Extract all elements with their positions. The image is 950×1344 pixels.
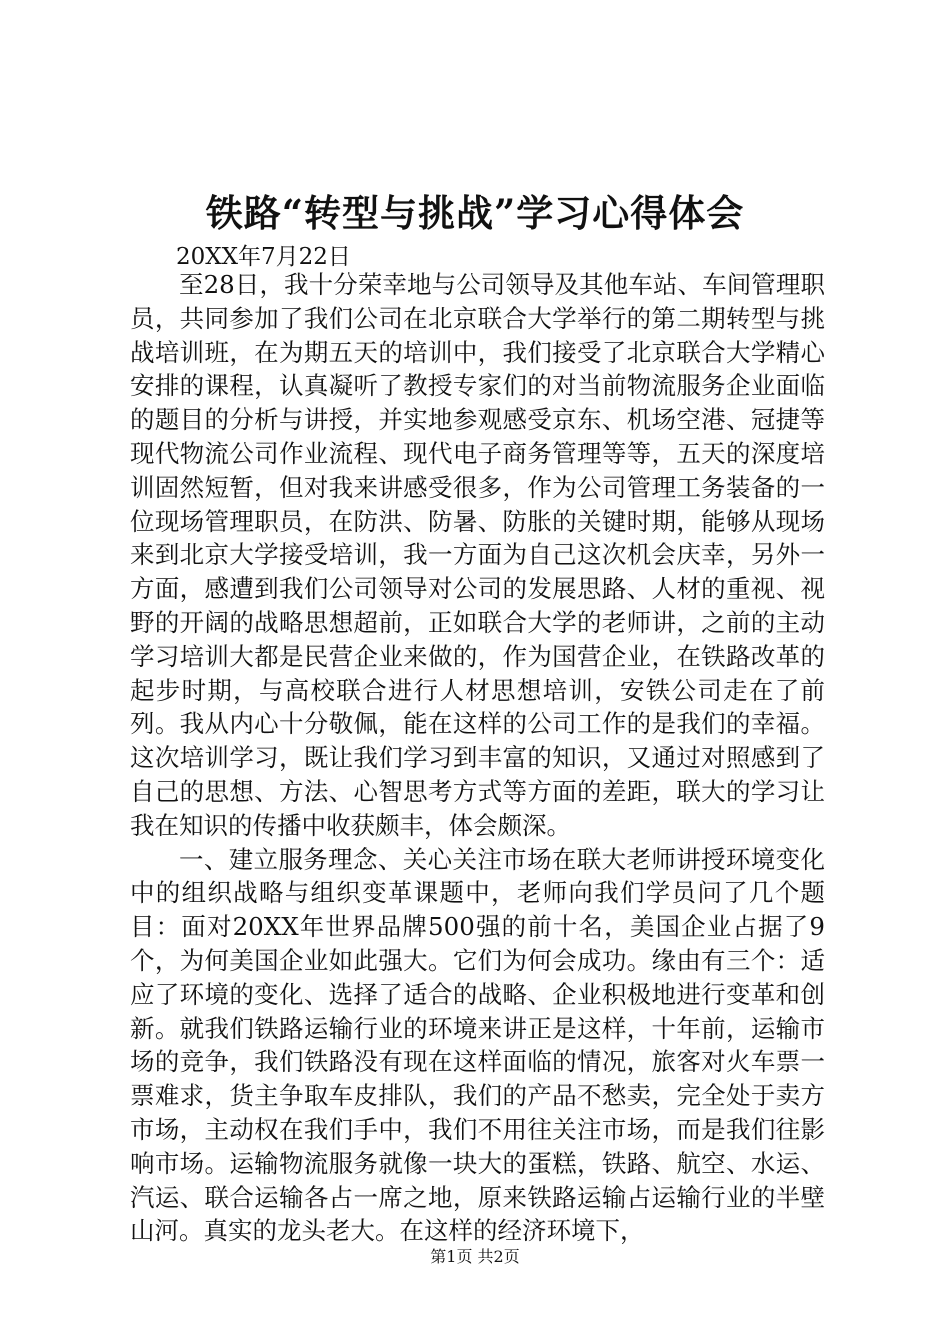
document-body [130,268,825,1248]
document-title: 铁路“转型与挑战”学习心得体会 [205,191,745,235]
paragraph-section-one: 一、建立服务理念、关心关注市场在联大老师讲授环境变化中的组织战略与组织变革课题中，老师向我们学员问了几个题目：面对20XX年世界品牌500强的前十名，美国企业占据了9个，为何美国企业如此强大。它们为何会成功。缘由有三个：适应了环境的变化、选择了适合的战略、企业积极地进行变革和创新。就我们铁路运输行业的环境来讲正是这样，十年前，运输市场的竞争，我们铁路没有现在这样面临的情况，旅客对火车票一票难求，货主争取车皮排队，我们的产品不愁卖，完全处于卖方市场，主动权在我们手中，我们不用往关注市场，而是我们往影响市场。运输物流服务就像一块大的蛋糕，铁路、航空、水运、汽运、联合运输各占一席之地，原来铁路运输占运输行业的半壁山河。真实的龙头老大。在这样的经济环境下， [130,844,825,1246]
document-date: 20XX年7月22日 [176,244,351,270]
paragraph-intro: 至28日，我十分荣幸地与公司领导及其他车站、车间管理职员，共同参加了我们公司在北京联合大学举行的第二期转型与挑战培训班，在为期五天的培训中，我们接受了北京联合大学精心安排的课程，认真凝听了教授专家们的对当前物流服务企业面临的题目的分析与讲授，并实地参观感受京东、机场空港、冠捷等现代物流公司作业流程、现代电子商务管理等等，五天的深度培训固然短暂，但对我来讲感受很多，作为公司管理工务装备的一位现场管理职员，在防洪、防暑、防胀的关键时期，能够从现场来到北京大学接受培训，我一方面为自己这次机会庆幸，另外一方面，感遭到我们公司领导对公司的发展思路、人材的重视、视野的开阔的战略思想超前，正如联合大学的老师讲，之前的主动学习培训大都是民营企业来做的，作为国营企业，在铁路改革的起步时期，与高校联合进行人材思想培训，安铁公司走在了前列。我从内心十分敬佩，能在这样的公司工作的是我们的幸福。这次培训学习，既让我们学习到丰富的知识，又通过对照感到了自己的思想、方法、心智思考方式等方面的差距，联大的学习让我在知识的传播中收获颇丰，体会颇深。 [130,270,825,840]
page-number-footer: 第1页 共2页 [430,1247,520,1266]
